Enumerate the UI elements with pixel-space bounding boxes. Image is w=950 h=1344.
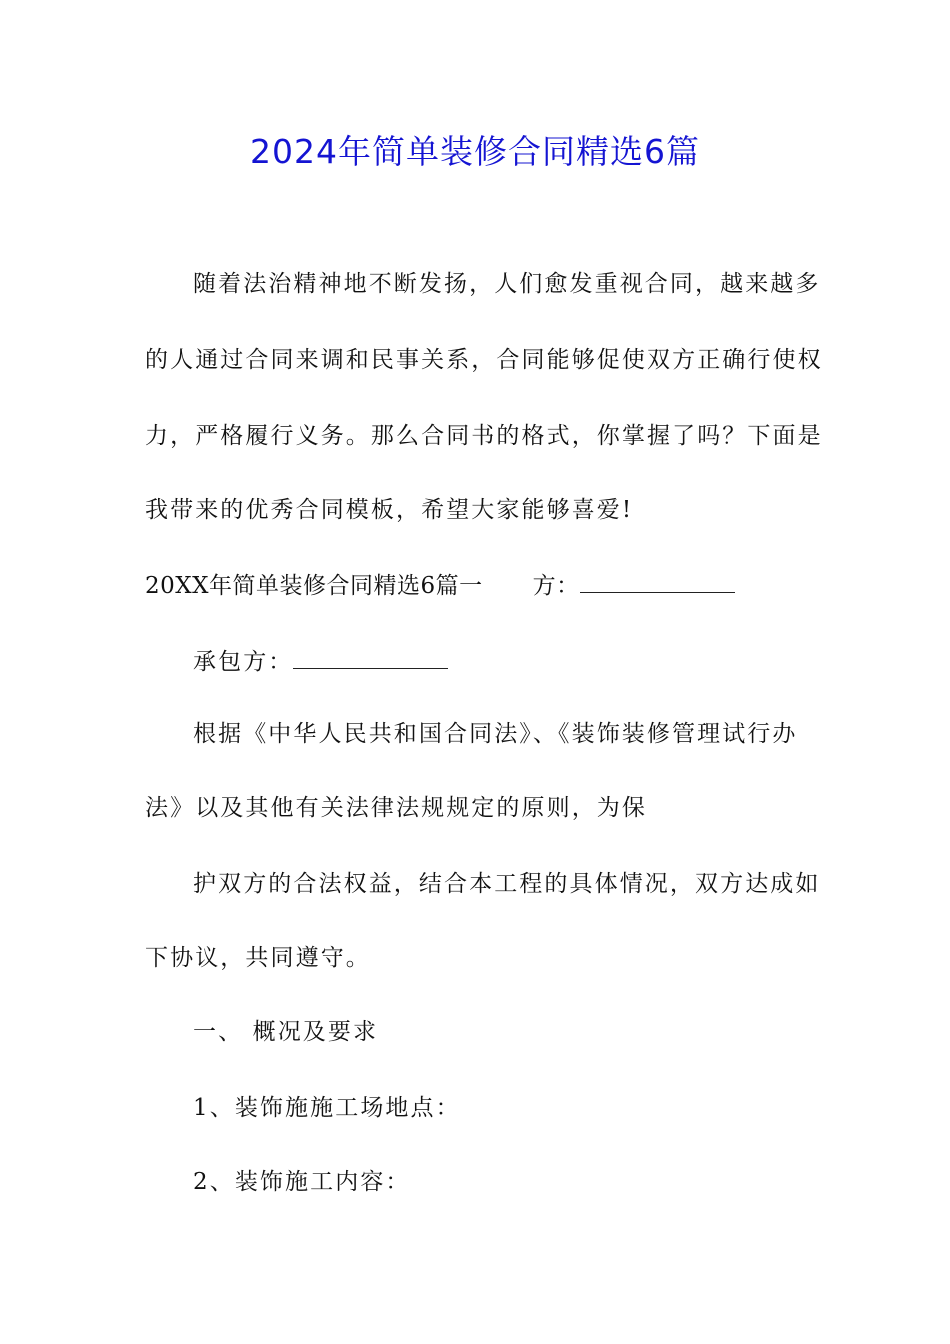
item-2: 2、装饰施工内容： (193, 1169, 411, 1195)
chapter-one-heading: 一、 概况及要求 (193, 1019, 379, 1045)
protect-line-2: 下协议，共同遵守。 (145, 945, 371, 971)
intro-line-3: 力，严格履行义务。那么合同书的格式，你掌握了吗？下面是 (145, 423, 823, 449)
basis-line-1: 根据《中华人民共和国合同法》、《装饰装修管理试行办 (193, 721, 798, 747)
party-a-label: 方： (532, 573, 580, 599)
party-b-row (193, 644, 810, 680)
party-a-blank (580, 572, 735, 593)
section-heading: 20XX年简单装修合同精选6篇一 (145, 573, 483, 599)
party-b-label: 承包方： (193, 649, 294, 675)
party-b-blank (293, 648, 448, 669)
intro-line-2: 的人通过合同来调和民事关系，合同能够促使双方正确行使权 (145, 347, 823, 373)
basis-line-2: 法》以及其他有关法律法规规定的原则，为保 (145, 795, 647, 821)
protect-line-1: 护双方的合法权益，结合本工程的具体情况，双方达成如 (193, 871, 821, 897)
section-heading-row (145, 568, 810, 604)
item-1: 1、装饰施施工场地点： (193, 1095, 461, 1121)
document-title: 2024年简单装修合同精选6篇 (250, 132, 700, 171)
intro-line-4: 我带来的优秀合同模板，希望大家能够喜爱! (145, 497, 634, 523)
intro-line-1: 随着法治精神地不断发扬，人们愈发重视合同，越来越多 (193, 271, 821, 297)
